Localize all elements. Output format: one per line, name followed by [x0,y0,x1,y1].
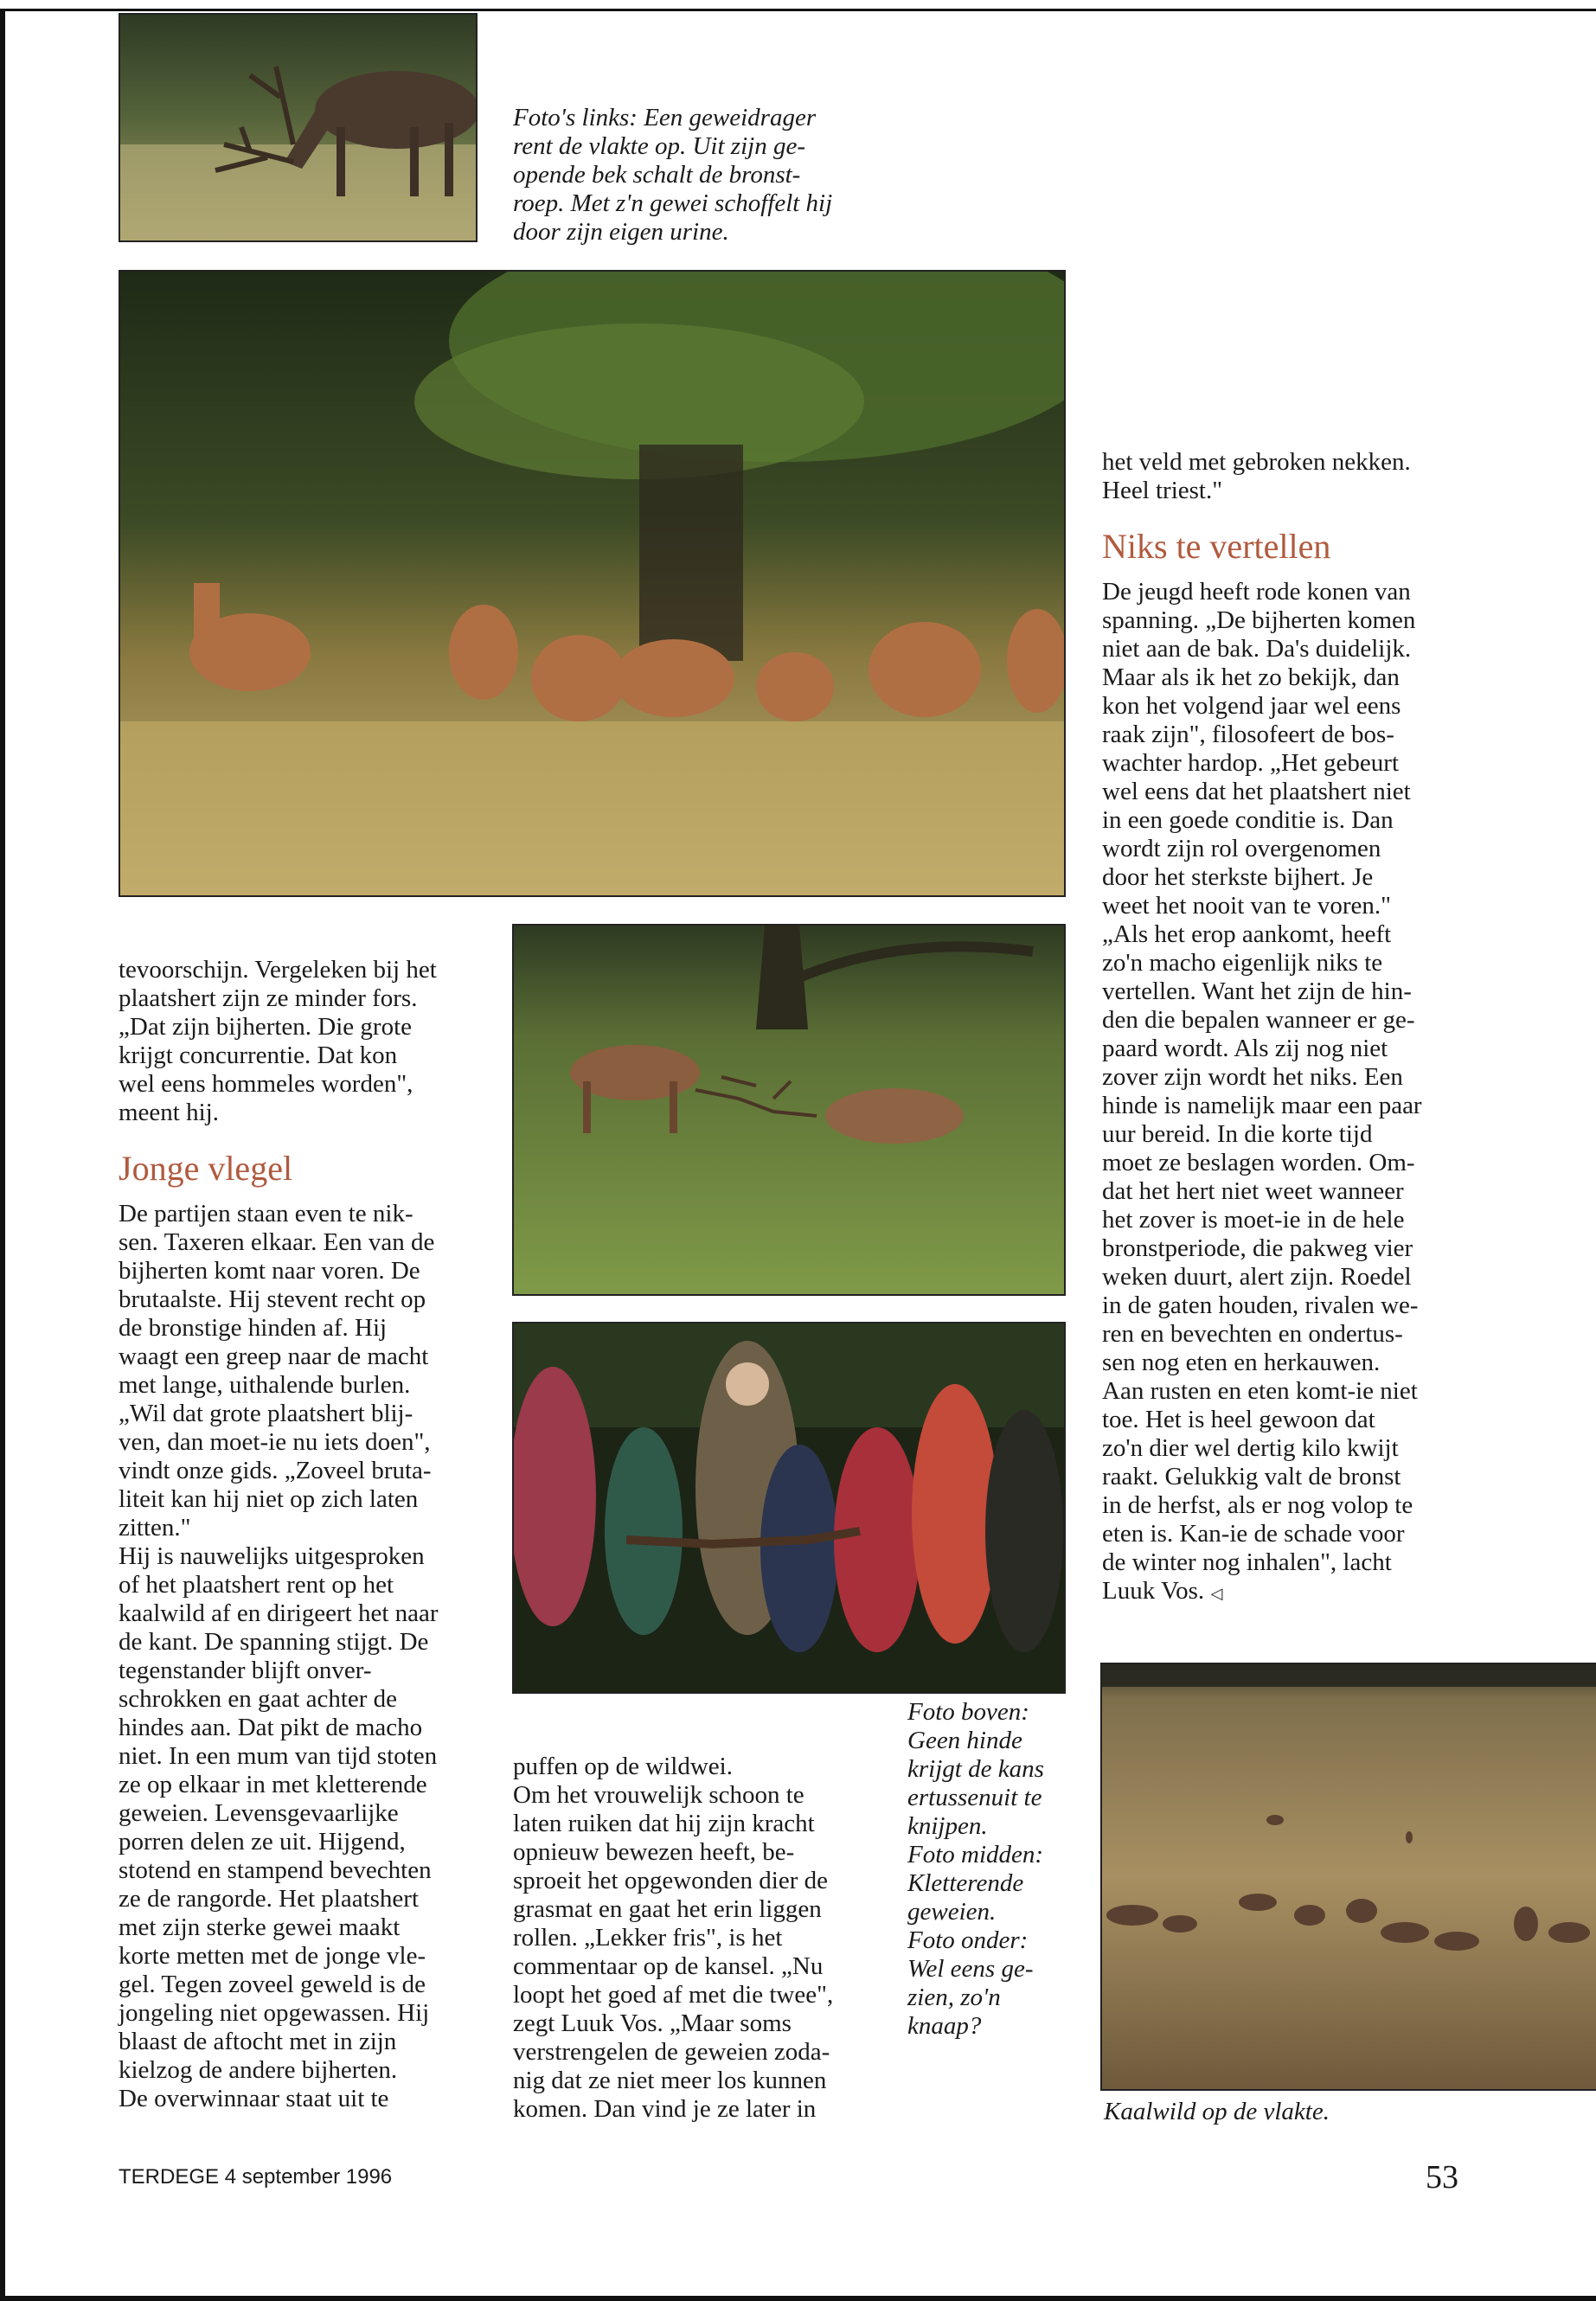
text-line: „Als het erop aankomt, heeft [1102,920,1392,948]
text-line: Om het vrouwelijk schoon te [513,1781,804,1809]
caption-top-line: Foto's links: Een geweidrager [513,104,817,131]
text-line: in de herfst, als er nog volop te [1102,1491,1413,1519]
text-line: de kant. De spanning stijgt. De [119,1628,429,1656]
caption-line: Geen hinde [907,1727,1022,1754]
caption-line: ertussenuit te [907,1784,1042,1811]
text-line: laten ruiken dat hij zijn kracht [513,1810,815,1837]
text-line: geweien. Levensgevaarlijke [119,1799,399,1827]
text-line: loopt het goed af met die twee", [513,1981,834,2009]
text-line: kielzog de andere bijherten. [119,2056,398,2084]
text-line: toe. Het is heel gewoon dat [1102,1406,1375,1433]
text-line: grasmat en gaat het erin liggen [513,1895,822,1923]
text-line: ren en bevechten en ondertus- [1102,1320,1403,1348]
text-line: gel. Tegen zoveel geweld is de [119,1971,426,1998]
text-line: het veld met gebroken nekken. [1102,448,1411,476]
column-1 [119,956,499,2113]
text-line: de winter nog inhalen", lacht [1102,1548,1392,1576]
caption-line: knaap? [907,2012,982,2040]
text-line: sen. Taxeren elkaar. Een van de [119,1228,435,1256]
text-line: eten is. Kan-ie de schade voor [1102,1520,1405,1548]
caption-top-line: opende bek schalt de bronst- [513,161,801,189]
text-line: Heel triest." [1102,477,1223,504]
text-line: De partijen staan even te nik- [119,1200,413,1227]
caption-plain: Kaalwild op de vlakte. [1104,2098,1330,2125]
text-line: brutaalste. Hij stevent recht op [119,1285,426,1313]
text-line: den die bepalen wanneer er ge- [1102,1006,1415,1034]
caption-top-line: door zijn eigen urine. [513,218,729,246]
text-line: raakt. Gelukkig valt de bronst [1102,1463,1401,1490]
text-line: „Wil dat grote plaatshert blij- [119,1400,413,1427]
text-line: wordt zijn rol overgenomen [1102,835,1381,862]
text-line: weken duurt, alert zijn. Roedel [1102,1263,1412,1291]
text-line: tegenstander blijft onver- [119,1657,372,1684]
text-line: zo'n macho eigenlijk niks te [1102,949,1383,977]
text-line: raak zijn", filosofeert de bos- [1102,721,1394,748]
last-line-text: Luuk Vos. [1102,1577,1205,1605]
text-line: Maar als ik het zo bekijk, dan [1102,663,1400,691]
column-2 [513,1753,876,2124]
text-line: commentaar op de kansel. „Nu [513,1952,824,1980]
caption-line: Wel eens ge- [907,1955,1034,1983]
text-line: hindes aan. Dat pikt de macho [119,1714,423,1741]
text-line: puffen op de wildwei. [513,1753,733,1780]
text-line: het zover is moet-ie in de hele [1102,1206,1405,1234]
text-line: spanning. „De bijherten komen [1102,606,1416,634]
text-line: verstrengelen de geweien zoda- [513,2038,830,2066]
text-line: vindt onze gids. „Zoveel bruta- [119,1457,432,1484]
text-line: in een goede conditie is. Dan [1102,806,1394,834]
text-line: „Dat zijn bijherten. Die grote [119,1013,413,1041]
caption-line: Foto boven: [907,1698,1029,1726]
text-line: ze op elkaar in met kletterende [119,1771,427,1798]
text-line: bronstperiode, die pakweg vier [1102,1234,1413,1262]
text-line: jongeling niet opgewassen. Hij [119,1999,430,2027]
text-line: zover zijn wordt het niks. Een [1102,1063,1403,1091]
text-line: komen. Dan vind je ze later in [513,2095,817,2123]
caption-line: geweien. [907,1898,997,1926]
caption-top-line: rent de vlakte op. Uit zijn ge- [513,132,805,160]
children-forester-photo [512,1322,1066,1694]
stag-photo [119,13,478,242]
text-line: Aan rusten en eten komt-ie niet [1102,1377,1418,1405]
text-line: uur bereid. In die korte tijd [1102,1120,1373,1148]
text-line: tevoorschijn. Vergeleken bij het [119,956,437,984]
text-line: met zijn sterke gewei maakt [119,1913,401,1941]
text-line: liteit kan hij niet op zich laten [119,1485,419,1513]
text-line: zo'n dier wel dertig kilo kwijt [1102,1434,1399,1462]
column-3 [1102,448,1483,1608]
herd-photo [119,270,1066,897]
text-line: met lange, uithalende burlen. [119,1371,411,1399]
text-line: niet. In een mum van tijd stoten [119,1742,438,1770]
fighting-stags-photo [512,924,1066,1296]
text-line: in de gaten houden, rivalen we- [1102,1292,1419,1319]
caption-top-line: roep. Met z'n gewei schoffelt hij [513,189,833,217]
plain-deer-photo [1100,1663,1596,2091]
text-line: moet ze beslagen worden. Om- [1102,1149,1415,1176]
text-line: ven, dan moet-ie nu iets doen", [119,1428,431,1456]
text-line: plaatshert zijn ze minder fors. [119,984,418,1012]
text-line: zitten." [119,1514,191,1541]
text-line: niet aan de bak. Da's duidelijk. [1102,635,1412,663]
text-line: of het plaatshert rent op het [119,1571,394,1599]
text-line: wachter hardop. „Het gebeurt [1102,749,1400,777]
text-line: De jeugd heeft rode konen van [1102,578,1411,606]
text-line: rollen. „Lekker fris", is het [513,1924,783,1952]
end-mark-icon: ◁ [1210,1585,1223,1602]
caption-line: knijpen. [907,1812,988,1840]
text-line: sen nog eten en herkauwen. [1102,1349,1381,1376]
text-line: waagt een greep naar de macht [119,1343,429,1370]
caption-top [513,104,928,247]
text-line: wel eens dat het plaatshert niet [1102,778,1411,805]
section-heading-niks-te-vertellen: Niks te vertellen [1102,527,1331,566]
caption-line: krijgt de kans [907,1755,1044,1783]
page-number: 53 [1426,2159,1458,2195]
text-line: stotend en stampend bevechten [119,1856,432,1884]
text-line: meent hij. [119,1099,219,1126]
text-line: bijherten komt naar voren. De [119,1257,420,1285]
magazine-name: TERDEGE [119,2165,220,2189]
text-line: Hij is nauwelijks uitgesproken [119,1542,425,1570]
text-line: paard wordt. Als zij nog niet [1102,1035,1388,1062]
caption-line: Kletterende [907,1869,1024,1897]
caption-line: Foto onder: [907,1926,1029,1954]
text-line: schrokken en gaat achter de [119,1685,398,1713]
text-line: de bronstige hinden af. Hij [119,1314,388,1342]
text-line-last [1102,1577,1483,1608]
text-line: hinde is namelijk maar een paar [1102,1092,1422,1119]
folio [119,2165,392,2189]
text-line: porren delen ze uit. Hijgend, [119,1828,406,1856]
text-line: blaast de aftocht met in zijn [119,2028,397,2055]
text-line: nig dat ze niet meer los kunnen [513,2067,827,2094]
text-line: sproeit het opgewonden dier de [513,1867,829,1894]
section-heading-jonge-vlegel: Jonge vlegel [119,1149,293,1188]
issue-date: 4 september 1996 [224,2165,393,2189]
text-line: ze de rangorde. Het plaatshert [119,1885,420,1913]
text-line: vertellen. Want het zijn de hin- [1102,977,1412,1005]
text-line: De overwinnaar staat uit te [119,2085,389,2112]
caption-photos [907,1698,1080,2041]
text-line: zegt Luuk Vos. „Maar soms [513,2009,792,2037]
text-line: door het sterkste bijhert. Je [1102,863,1374,891]
text-line: krijgt concurrentie. Dat kon [119,1042,398,1069]
text-line: opnieuw bewezen heeft, be- [513,1838,795,1866]
text-line: weet het nooit van te voren." [1102,892,1391,920]
text-line: kaalwild af en dirigeert het naar [119,1599,439,1627]
text-line: korte metten met de jonge vle- [119,1942,426,1970]
caption-line: Foto midden: [907,1841,1044,1868]
text-line: wel eens hommeles worden", [119,1070,413,1098]
caption-line: zien, zo'n [907,1984,1001,2011]
text-line: kon het volgend jaar wel eens [1102,692,1401,720]
text-line: dat het hert niet weet wanneer [1102,1177,1404,1205]
